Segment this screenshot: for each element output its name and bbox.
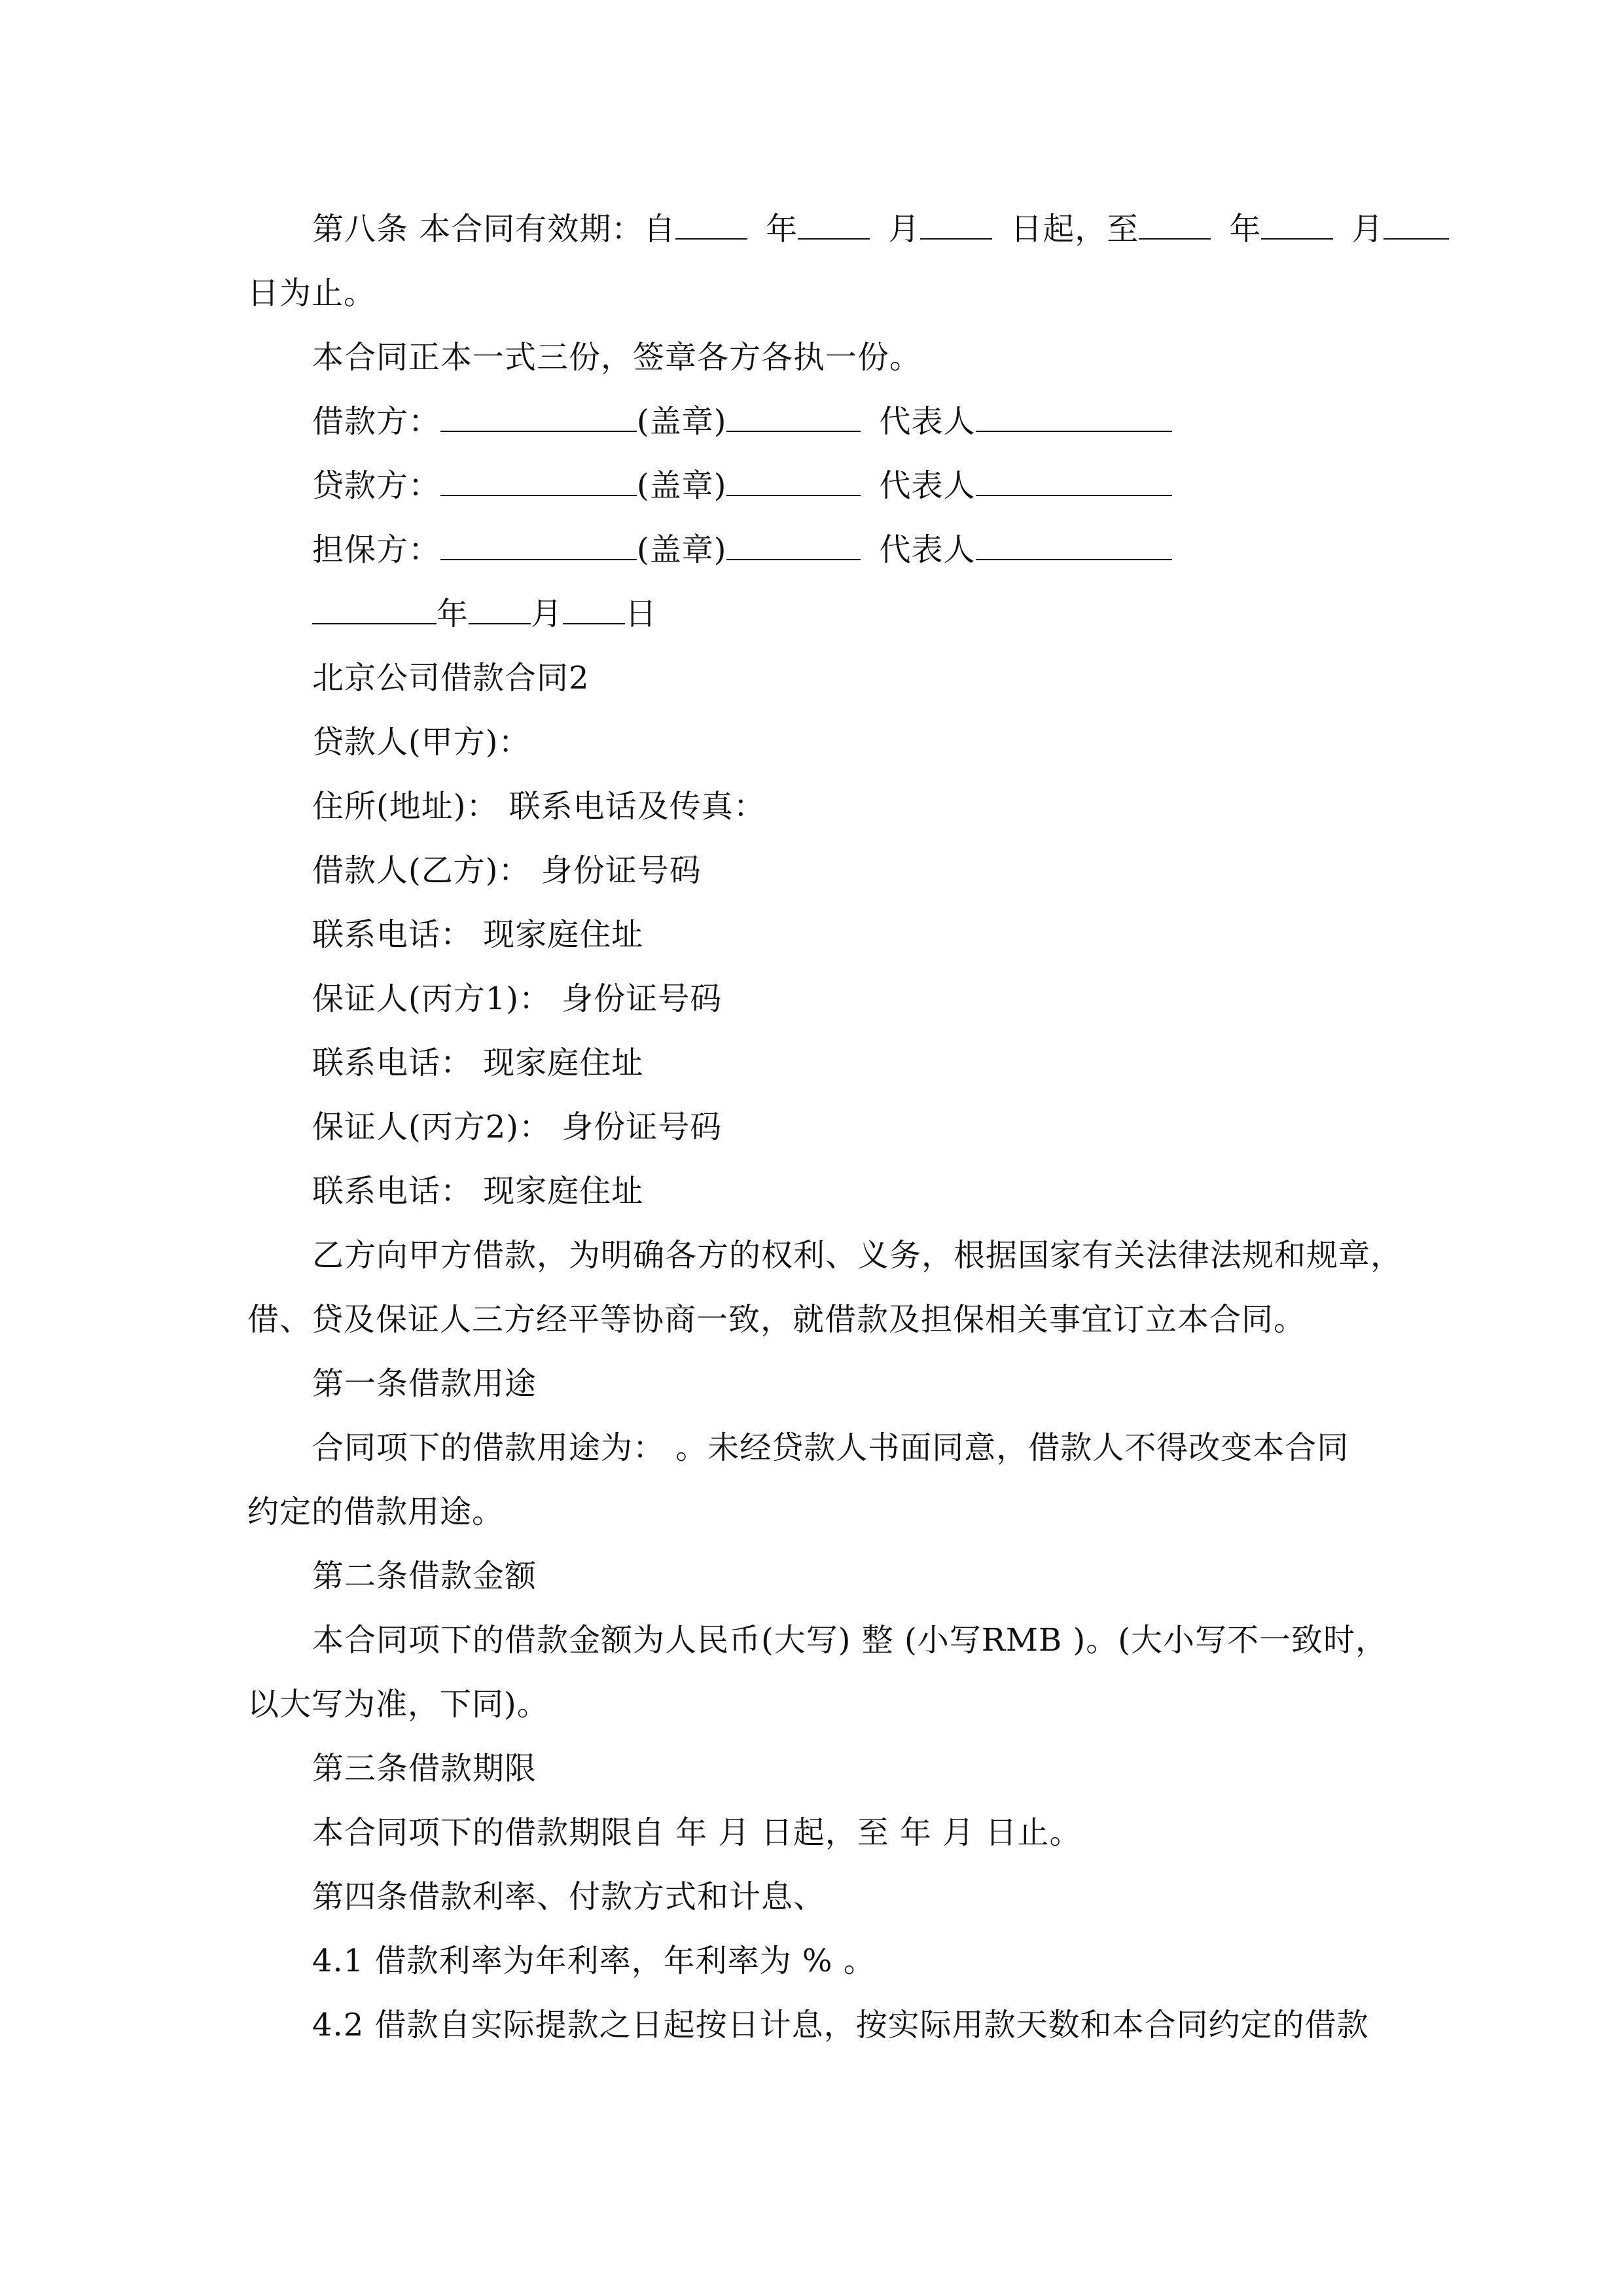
intro-line-2: 借、贷及保证人三方经平等协商一致，就借款及担保相关事宜订立本合同。 — [247, 1301, 1306, 1338]
date-month-label: 月 — [531, 596, 563, 632]
sign-guarantor — [312, 530, 1172, 569]
guarantor2-party: 保证人(丙方2)： 身份证号码 — [312, 1109, 722, 1145]
contract2-title: 北京公司借款合同2 — [312, 660, 590, 696]
rep-label: 代表人 — [879, 403, 976, 440]
seal-blank — [726, 467, 861, 496]
rep-blank — [976, 403, 1172, 432]
rep-label: 代表人 — [879, 467, 976, 504]
month-blank — [798, 211, 870, 240]
lender-address: 住所(地址)： 联系电话及传真： — [312, 788, 766, 825]
sign-lender-label: 贷款方： — [312, 467, 441, 504]
borrower-party: 借款人(乙方)： 身份证号码 — [312, 852, 702, 889]
year-blank — [675, 211, 747, 240]
year-label: 年 — [766, 211, 798, 247]
guarantor1-contact: 联系电话： 现家庭住址 — [312, 1045, 644, 1081]
clause-4-2: 4.2 借款自实际提款之日起按日计息，按实际用款天数和本合同约定的借款 — [312, 2007, 1369, 2043]
signature-blank — [440, 403, 637, 432]
article2-line-1: 本合同项下的借款金额为人民币(大写) 整 (小写RMB )。(大小写不一致时， — [312, 1622, 1387, 1659]
seal-label: (盖章) — [637, 467, 727, 504]
signature-blank — [440, 531, 637, 560]
year-blank-2 — [1139, 211, 1211, 240]
sign-lender — [312, 466, 1172, 505]
clause-4-1: 4.1 借款利率为年利率，年利率为 % 。 — [312, 1943, 876, 1979]
date-day-label: 日 — [625, 596, 658, 632]
sign-borrower-label: 借款方： — [312, 403, 441, 440]
article3-title: 第三条借款期限 — [312, 1750, 537, 1787]
article8-cont: 日为止。 — [247, 275, 376, 312]
guarantor1-party: 保证人(丙方1)： 身份证号码 — [312, 980, 722, 1017]
date-year-blank — [312, 596, 437, 624]
article2-title: 第二条借款金额 — [312, 1558, 537, 1594]
article1-title: 第一条借款用途 — [312, 1365, 537, 1402]
article3-line-1: 本合同项下的借款期限自 年 月 日起，至 年 月 日止。 — [312, 1814, 1082, 1851]
copies-text: 本合同正本一式三份，签章各方各执一份。 — [312, 339, 922, 376]
month-label: 月 — [888, 211, 921, 247]
seal-blank — [726, 531, 861, 560]
date-year-label: 年 — [437, 596, 469, 632]
rep-label: 代表人 — [879, 531, 976, 568]
seal-label: (盖章) — [637, 403, 727, 440]
date-month-blank — [469, 596, 531, 624]
day-label: 日起，至 — [1010, 211, 1139, 247]
month-label-2: 月 — [1351, 211, 1384, 247]
article4-title: 第四条借款利率、付款方式和计息、 — [312, 1878, 826, 1915]
guarantor2-contact: 联系电话： 现家庭住址 — [312, 1173, 644, 1210]
day-blank-2 — [1383, 211, 1449, 240]
day-blank — [920, 211, 992, 240]
article1-line-2: 约定的借款用途。 — [247, 1494, 505, 1530]
sign-borrower — [312, 402, 1172, 441]
article2-line-2: 以大写为准，下同)。 — [247, 1686, 549, 1723]
borrower-contact: 联系电话： 现家庭住址 — [312, 916, 644, 953]
seal-blank — [726, 403, 861, 432]
date-line — [312, 594, 657, 634]
article1-line-1: 合同项下的借款用途为： 。未经贷款人书面同意，借款人不得改变本合同 — [312, 1429, 1349, 1466]
sign-guarantor-label: 担保方： — [312, 531, 441, 568]
article8-text: 第八条 本合同有效期：自 — [312, 211, 676, 247]
article8-line — [312, 209, 1449, 249]
year-label-2: 年 — [1229, 211, 1262, 247]
lender-party: 贷款人(甲方)： — [312, 724, 531, 761]
rep-blank — [976, 531, 1172, 560]
date-day-blank — [563, 596, 625, 624]
seal-label: (盖章) — [637, 531, 727, 568]
signature-blank — [440, 467, 637, 496]
month-blank-2 — [1261, 211, 1333, 240]
intro-line-1: 乙方向甲方借款，为明确各方的权利、义务，根据国家有关法律法规和规章， — [312, 1237, 1403, 1274]
rep-blank — [976, 467, 1172, 496]
